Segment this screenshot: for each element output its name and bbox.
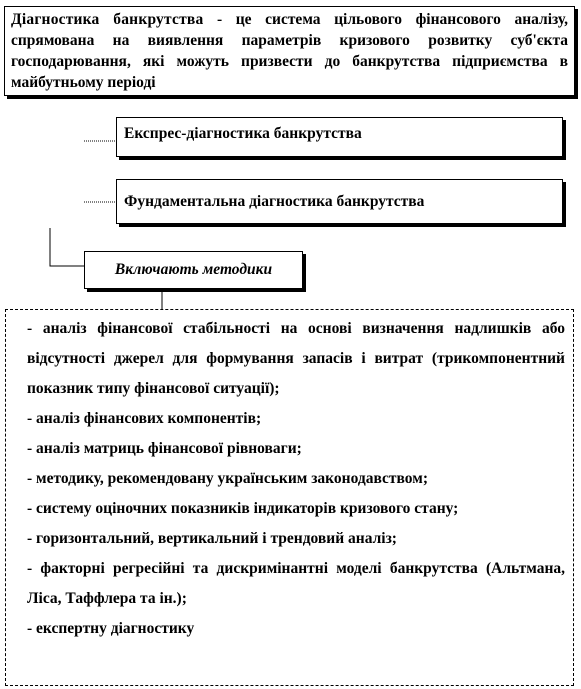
method-item: - систему оціночних показників індикаторів кризового стану;: [27, 500, 459, 517]
definition-term: Діагностика банкрутства: [11, 11, 204, 28]
express-diagnostics-label: Експрес-діагностика банкрутства: [124, 125, 362, 142]
definition-text: - це система цільового фінансового аналізу, спрямована на виявлення параметрів кризового розвитку суб'єкта господарювання, які можуть призвести до банкрутства підприємства в майбутньому періоді: [11, 11, 568, 91]
express-diagnostics-box: [116, 117, 563, 157]
methods-label-box: [84, 251, 303, 289]
method-item: - методику, рекомендовану українським законодавством;: [27, 470, 428, 487]
method-item: - експертну діагностику: [27, 620, 195, 637]
method-item: - горизонтальний, вертикальний і трендовий аналіз;: [27, 530, 397, 547]
method-item: - факторні регресійні та дискримінантні моделі банкрутства (Альтмана, Ліса, Таффлера та ін.);: [27, 560, 565, 607]
definition-box: [4, 6, 575, 96]
methods-list-box: [5, 309, 574, 686]
method-item: - аналіз фінансової стабільності на основі визначення надлишків або відсутності джерел для формування запасів і витрат (трикомпонентний показник типу фінансової ситуації);: [27, 320, 565, 397]
method-item: - аналіз матриць фінансової рівноваги;: [27, 440, 302, 457]
connector-methods-label: [50, 228, 84, 266]
method-item: - аналіз фінансових компонентів;: [27, 410, 262, 427]
methods-label: Включають методики: [114, 261, 273, 278]
fundamental-diagnostics-label: Фундаментальна діагностика банкрутства: [124, 193, 425, 210]
fundamental-diagnostics-box: [116, 179, 563, 224]
